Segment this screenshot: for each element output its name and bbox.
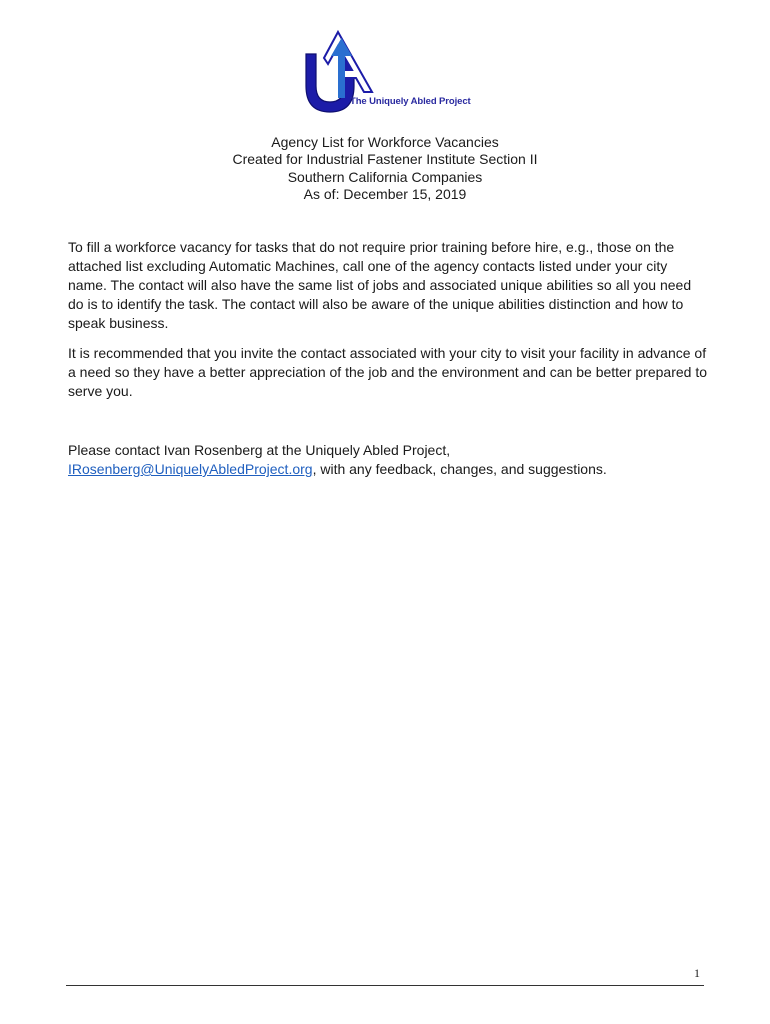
logo-tagline: The Uniquely Abled Project (350, 96, 471, 107)
instructions-paragraph: To fill a workforce vacancy for tasks that do not require prior training before hire, e.g., those on the attached list excluding Automatic Machines, call one of the agency contacts listed under your city name. The contact will also have the same list of jobs and associated unique abilities so all you need do is to identify the task. The contact will also be aware of the unique abilities distinction and how to speak business. (68, 239, 692, 331)
contact-prefix: Please contact Ivan Rosenberg at the Uniquely Abled Project, (68, 442, 451, 458)
contact-email-link[interactable]: IRosenberg@UniquelyAbledProject.org (68, 461, 313, 477)
document-header (0, 134, 770, 204)
document-date: As of: December 15, 2019 (303, 186, 467, 203)
document-title: Agency List for Workforce Vacancies (271, 134, 499, 150)
document-subtitle: Created for Industrial Fastener Institute Section II (232, 151, 538, 168)
footer-divider (66, 985, 704, 986)
contact-suffix: , with any feedback, changes, and suggestions. (312, 461, 607, 477)
page-number: 1 (694, 966, 700, 980)
uniquely-abled-logo (298, 26, 474, 118)
document-region: Southern California Companies (287, 168, 483, 185)
recommendation-paragraph: It is recommended that you invite the contact associated with your city to visit your facility in advance of a need so they have a better appreciation of the job and the environment and can be better prepared to serve you. (68, 345, 708, 399)
contact-paragraph (68, 441, 708, 479)
